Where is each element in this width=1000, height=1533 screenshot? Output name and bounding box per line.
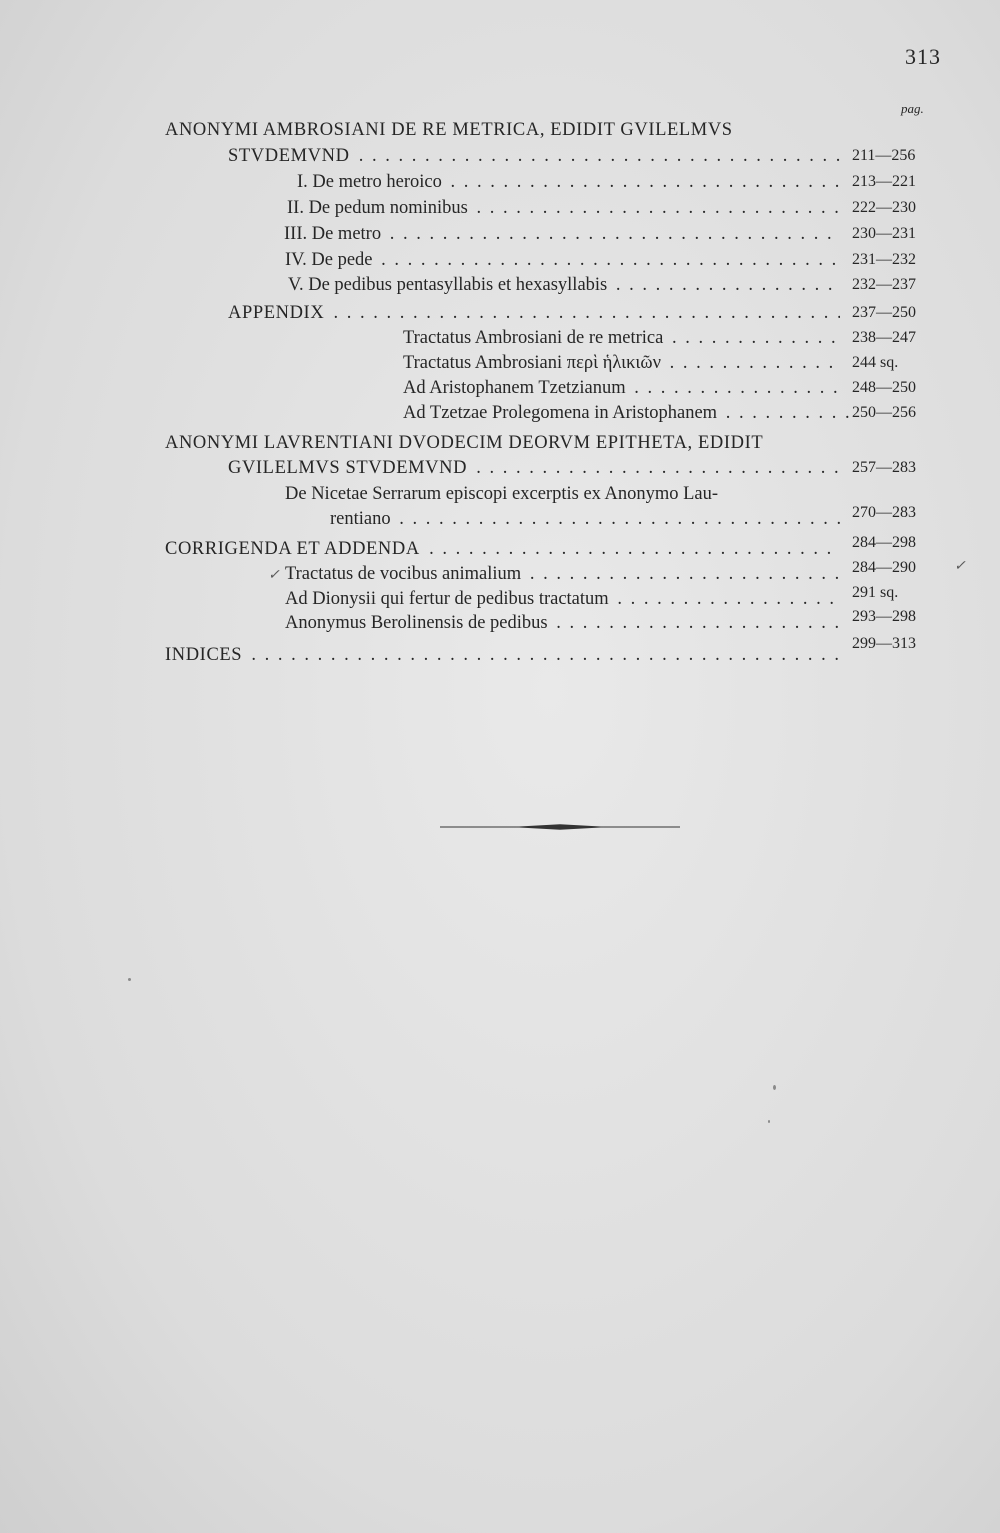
page-number: 313 [905,44,941,69]
toc-entry-text: V. De pedibus pentasyllabis et hexasyllabis [288,275,608,295]
toc-entry-text: II. De pedum nominibus [287,198,468,218]
toc-entry-text: III. De metro [284,224,382,244]
toc-entry-title [165,430,855,456]
toc-entry [165,536,840,562]
toc-entry-pages: 244 sq. [852,354,899,371]
toc-entry-pages: 257—283 [852,459,916,476]
toc-entry [403,350,840,376]
toc-entry-text: INDICES [165,645,243,665]
toc-entry-text: ANONYMI AMBROSIANI DE RE METRICA, EDIDIT GVILELMVS [165,120,733,140]
toc-entry-text: Tractatus Ambrosiani περὶ ἡλικιῶν [403,353,661,373]
toc-entry-text: Ad Tzetzae Prolegomena in Aristophanem [403,403,718,423]
toc-entry [297,169,840,195]
paper-speck [128,978,131,981]
toc-entry [285,247,840,273]
pages-column-label: pag. [901,101,924,116]
toc-entry [330,506,840,532]
toc-entry [284,221,840,247]
toc-entry-pages: 270—283 [852,504,916,521]
ornamental-rule [440,822,680,832]
paper-speck [773,1085,776,1090]
toc-entry-pages: 299—313 [852,635,916,652]
toc-entry [403,400,855,426]
toc-entry-text: Anonymus Berolinensis de pedibus [285,613,548,633]
toc-entry-pages: 293—298 [852,608,916,625]
toc-entry-pages: 232—237 [852,276,916,293]
toc-entry-pages: 237—250 [852,304,916,321]
toc-entry [403,325,840,351]
check-mark-icon: ✓ [268,568,280,583]
toc-entry [228,300,840,326]
toc-entry-pages: 250—256 [852,404,916,421]
toc-entry-pages: 230—231 [852,225,916,242]
toc-entry [285,586,840,612]
toc-entry-text: Tractatus Ambrosiani de re metrica [403,328,664,348]
toc-entry-text: Ad Dionysii qui fertur de pedibus tractatum [285,589,609,609]
toc-entry [228,455,840,481]
toc-entry-text: STVDEMVND [228,146,350,166]
toc-entry-text: rentiano [330,509,391,529]
toc-entry-text: APPENDIX [228,303,325,323]
toc-entry [285,561,840,587]
toc-entry-text: GVILELMVS STVDEMVND [228,458,468,478]
toc-entry-pages: 284—298 [852,534,916,551]
toc-entry-text: Tractatus de vocibus animalium [285,564,522,584]
toc-entry-pages: 248—250 [852,379,916,396]
toc-entry-pages: 284—290 [852,559,916,576]
toc-entry-text: CORRIGENDA ET ADDENDA [165,539,420,559]
toc-entry-pages: 238—247 [852,329,916,346]
toc-entry [165,642,840,668]
toc-entry-text: De Nicetae Serrarum episcopi excerptis ex Anonymo Lau- [285,484,719,504]
toc-entry-pages: 211—256 [852,147,916,164]
paper-speck [768,1120,770,1123]
toc-entry-pages: 291 sq. [852,584,899,601]
toc-entry-title [165,117,855,143]
toc-entry [228,143,840,169]
toc-entry [288,272,840,298]
toc-entry [403,375,840,401]
check-mark-icon: ✓ [954,559,966,574]
toc-entry [285,610,840,636]
toc-entry-pages: 231—232 [852,251,916,268]
toc-entry-title [285,481,855,507]
toc-entry-text: Ad Aristophanem Tzetzianum [403,378,626,398]
toc-entry-pages: 213—221 [852,173,916,190]
toc-entry-text: IV. De pede [285,250,373,270]
toc-entry-text: I. De metro heroico [297,172,442,192]
toc-entry-text: ANONYMI LAVRENTIANI DVODECIM DEORVM EPITHETA, EDIDIT [165,433,764,453]
toc-entry [287,195,840,221]
toc-entry-pages: 222—230 [852,199,916,216]
